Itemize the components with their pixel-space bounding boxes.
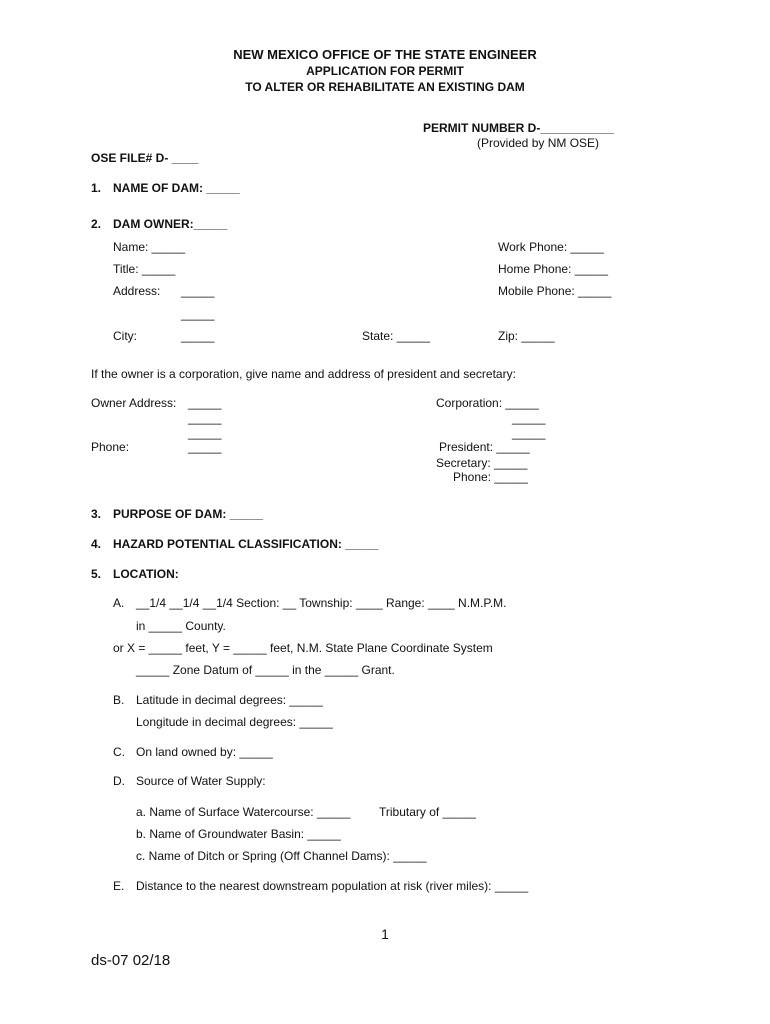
groundwater-basin-field[interactable]: b. Name of Groundwater Basin: _____ [136, 827, 341, 841]
purpose-field[interactable]: PURPOSE OF DAM: _____ [113, 507, 264, 521]
county-field[interactable]: in _____ County. [136, 619, 226, 633]
owner-city-label: City: [113, 329, 137, 343]
home-phone-field[interactable]: Home Phone: _____ [498, 262, 609, 276]
legal-description-field[interactable]: __1/4 __1/4 __1/4 Section: __ Township: ____ Range: ____ N.M.P.M. [136, 596, 507, 610]
section-1-number: 1. [91, 181, 102, 195]
corp-owner-address-line3[interactable]: _____ [188, 426, 222, 440]
president-field[interactable]: President: _____ [439, 440, 530, 454]
mobile-phone-field[interactable]: Mobile Phone: _____ [498, 284, 612, 298]
section-3-number: 3. [91, 507, 102, 521]
downstream-distance-field[interactable]: Distance to the nearest downstream population at risk (river miles): _____ [136, 879, 529, 893]
latitude-field[interactable]: Latitude in decimal degrees: _____ [136, 693, 323, 707]
owner-zip-field[interactable]: Zip: _____ [498, 329, 555, 343]
item-b-label: B. [113, 693, 125, 707]
owner-address-label: Address: [113, 284, 161, 298]
section-2-number: 2. [91, 217, 102, 231]
tributary-field[interactable]: Tributary of _____ [379, 805, 476, 819]
item-a-label: A. [113, 596, 125, 610]
ose-file-field[interactable]: OSE FILE# D- ____ [91, 151, 199, 165]
form-title-line2: APPLICATION FOR PERMIT [306, 64, 464, 78]
hazard-classification-field[interactable]: HAZARD POTENTIAL CLASSIFICATION: _____ [113, 537, 379, 551]
corp-owner-address-line1[interactable]: _____ [188, 396, 222, 410]
corporation-line3[interactable]: _____ [512, 426, 546, 440]
corp-contact-phone-field[interactable]: Phone: _____ [453, 470, 528, 484]
agency-title: NEW MEXICO OFFICE OF THE STATE ENGINEER [233, 47, 537, 62]
owner-city-field[interactable]: _____ [181, 329, 215, 343]
corporation-instructions: If the owner is a corporation, give name and address of president and secretary: [91, 367, 516, 381]
corporation-line2[interactable]: _____ [512, 411, 546, 425]
state-plane-coordinates-field[interactable]: or X = _____ feet, Y = _____ feet, N.M. State Plane Coordinate System [113, 641, 493, 655]
surface-watercourse-field[interactable]: a. Name of Surface Watercourse: _____ [136, 805, 351, 819]
corp-owner-address-line2[interactable]: _____ [188, 411, 222, 425]
form-id: ds-07 02/18 [91, 952, 171, 969]
owner-address-line1[interactable]: _____ [181, 284, 215, 298]
item-d-label: D. [113, 774, 125, 788]
land-owner-field[interactable]: On land owned by: _____ [136, 745, 273, 759]
permit-provided-note: (Provided by NM OSE) [477, 136, 600, 150]
section-4-number: 4. [91, 537, 102, 551]
work-phone-field[interactable]: Work Phone: _____ [498, 240, 604, 254]
corp-owner-address-label: Owner Address: [91, 396, 177, 410]
corporation-field[interactable]: Corporation: _____ [436, 396, 539, 410]
item-c-label: C. [113, 745, 125, 759]
permit-number-field[interactable]: PERMIT NUMBER D-___________ [423, 121, 614, 135]
water-supply-heading: Source of Water Supply: [136, 774, 266, 788]
page-number: 1 [381, 926, 389, 942]
owner-title-field[interactable]: Title: _____ [113, 262, 176, 276]
owner-state-field[interactable]: State: _____ [362, 329, 431, 343]
corp-phone-label: Phone: [91, 440, 130, 454]
location-heading: LOCATION: [113, 567, 179, 581]
owner-address-line2[interactable]: _____ [181, 307, 215, 321]
item-e-label: E. [113, 879, 125, 893]
section-5-number: 5. [91, 567, 102, 581]
zone-datum-grant-field[interactable]: _____ Zone Datum of _____ in the _____ Grant. [136, 663, 395, 677]
secretary-field[interactable]: Secretary: _____ [436, 456, 528, 470]
owner-name-field[interactable]: Name: _____ [113, 240, 186, 254]
longitude-field[interactable]: Longitude in decimal degrees: _____ [136, 715, 333, 729]
ditch-spring-field[interactable]: c. Name of Ditch or Spring (Off Channel Dams): _____ [136, 849, 427, 863]
dam-name-field[interactable]: NAME OF DAM: _____ [113, 181, 240, 195]
dam-owner-field[interactable]: DAM OWNER:_____ [113, 217, 228, 231]
corp-phone-field[interactable]: _____ [188, 440, 222, 454]
form-title-line3: TO ALTER OR REHABILITATE AN EXISTING DAM [245, 80, 525, 94]
